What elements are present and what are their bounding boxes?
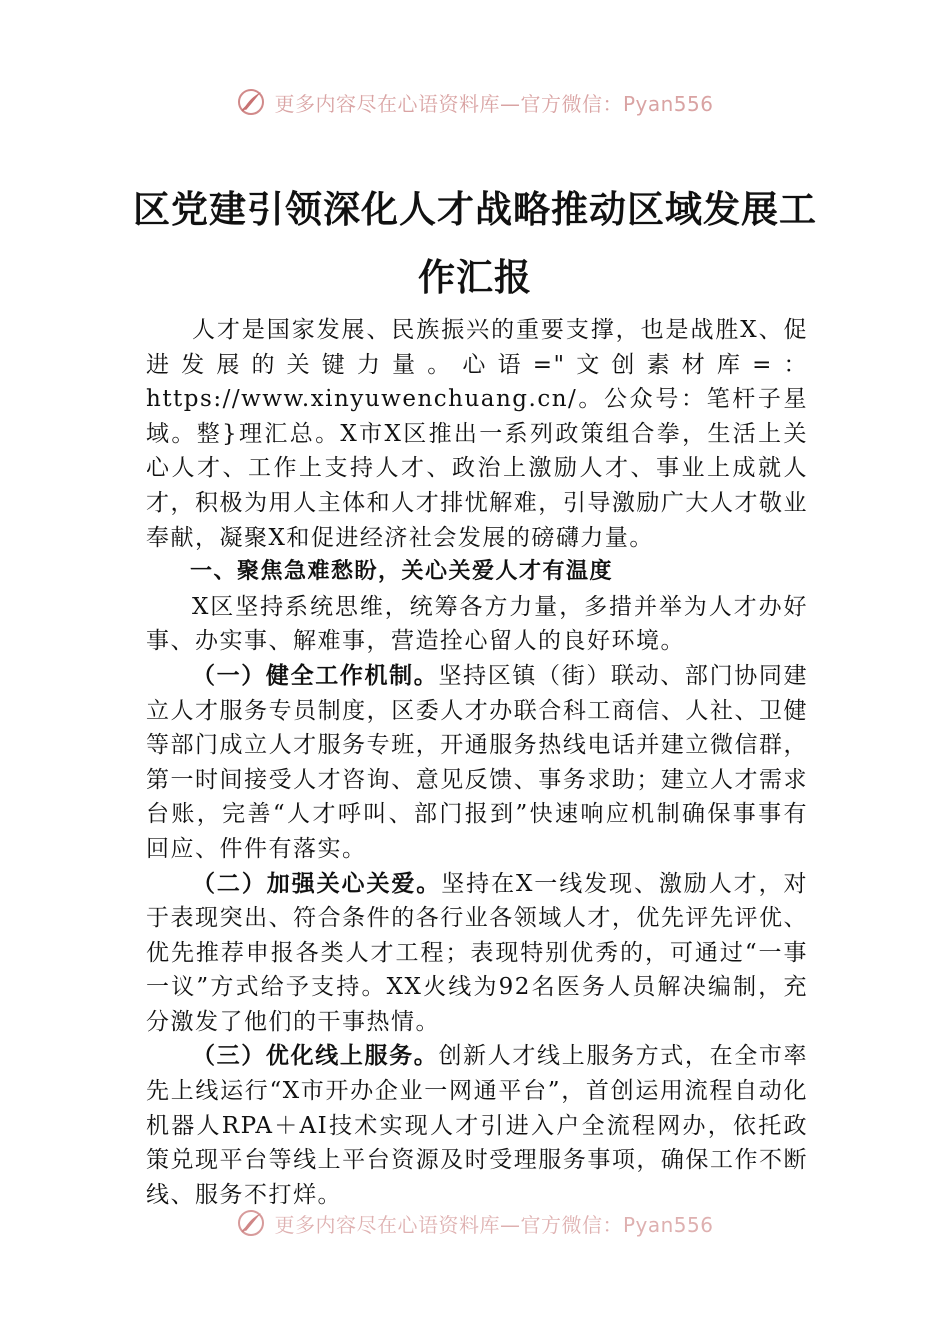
item1-lead: （一）健全工作机制。: [192, 661, 439, 689]
watermark-text: 更多内容尽在心语资料库—官方微信：Pyan556: [274, 1212, 714, 1237]
item1-paragraph: [146, 659, 808, 867]
document-body: [146, 313, 808, 1212]
item3-lead: （三）优化线上服务。: [192, 1042, 439, 1070]
item2-text: 坚持在X一线发现、激励人才，对于表现突出、符合条件的各行业各领域人才，优先评先评优、优先推荐申报各类人才工程；表现特别优秀的，可通过“一事一议”方式给予支持。XX火线为92名医务人员解决编制，充分激发了他们的干事热情。: [146, 870, 808, 1035]
item2-paragraph: [146, 867, 808, 1040]
item3-text: 创新人才线上服务方式，在全市率先上线运行“X市开办企业一网通平台”，首创运用流程自动化机器人RPA＋AI技术实现人才引进入户全流程网办，依托政策兑现平台等线上平台资源及时受理服务事项，确保工作不断线、服务不打烊。: [146, 1043, 809, 1208]
item1-text: 坚持区镇（街）联动、部门协同建立人才服务专员制度，区委人才办联合科工商信、人社、卫健等部门成立人才服务专班，开通服务热线电话并建立微信群，第一时间接受人才咨询、意见反馈、事务求助；建立人才需求台账，完善“人才呼叫、部门报到”快速响应机制确保事事有回应、件件有落实。: [146, 662, 809, 862]
item2-lead: （二）加强关心关爱。: [192, 869, 442, 897]
document-title-line2: 作汇报: [418, 255, 532, 299]
top-watermark: [0, 82, 950, 122]
quill-seal-icon: [236, 87, 266, 117]
quill-seal-icon: [236, 1208, 266, 1237]
bottom-watermark: [0, 1201, 950, 1237]
section1-heading: 一、聚焦急难愁盼，关心关爱人才有温度: [190, 559, 614, 585]
item3-paragraph: [146, 1039, 808, 1212]
document-title-line1: 区党建引领深化人才战略推动区域发展工: [133, 187, 817, 231]
intro-paragraph: 人才是国家发展、民族振兴的重要支撑，也是战胜X、促进发展的关键力量。心语="文创素材库=：https://www.xinyuwenchuang.cn/。公众号：笔杆子星域。整}理汇总。X市X区推出一系列政策组合拳，生活上关心人才、工作上支持人才、政治上激励人才、事业上成就人才，积极为用人主体和人才排忧解难，引导激励广大人才敬业奉献，凝聚X和促进经济社会发展的磅礴力量。: [146, 317, 808, 551]
section1-intro-paragraph: X区坚持系统思维，统筹各方力量，多措并举为人才办好事、办实事、解难事，营造拴心留人的良好环境。: [146, 593, 808, 655]
watermark-text: 更多内容尽在心语资料库—官方微信：Pyan556: [274, 91, 714, 116]
